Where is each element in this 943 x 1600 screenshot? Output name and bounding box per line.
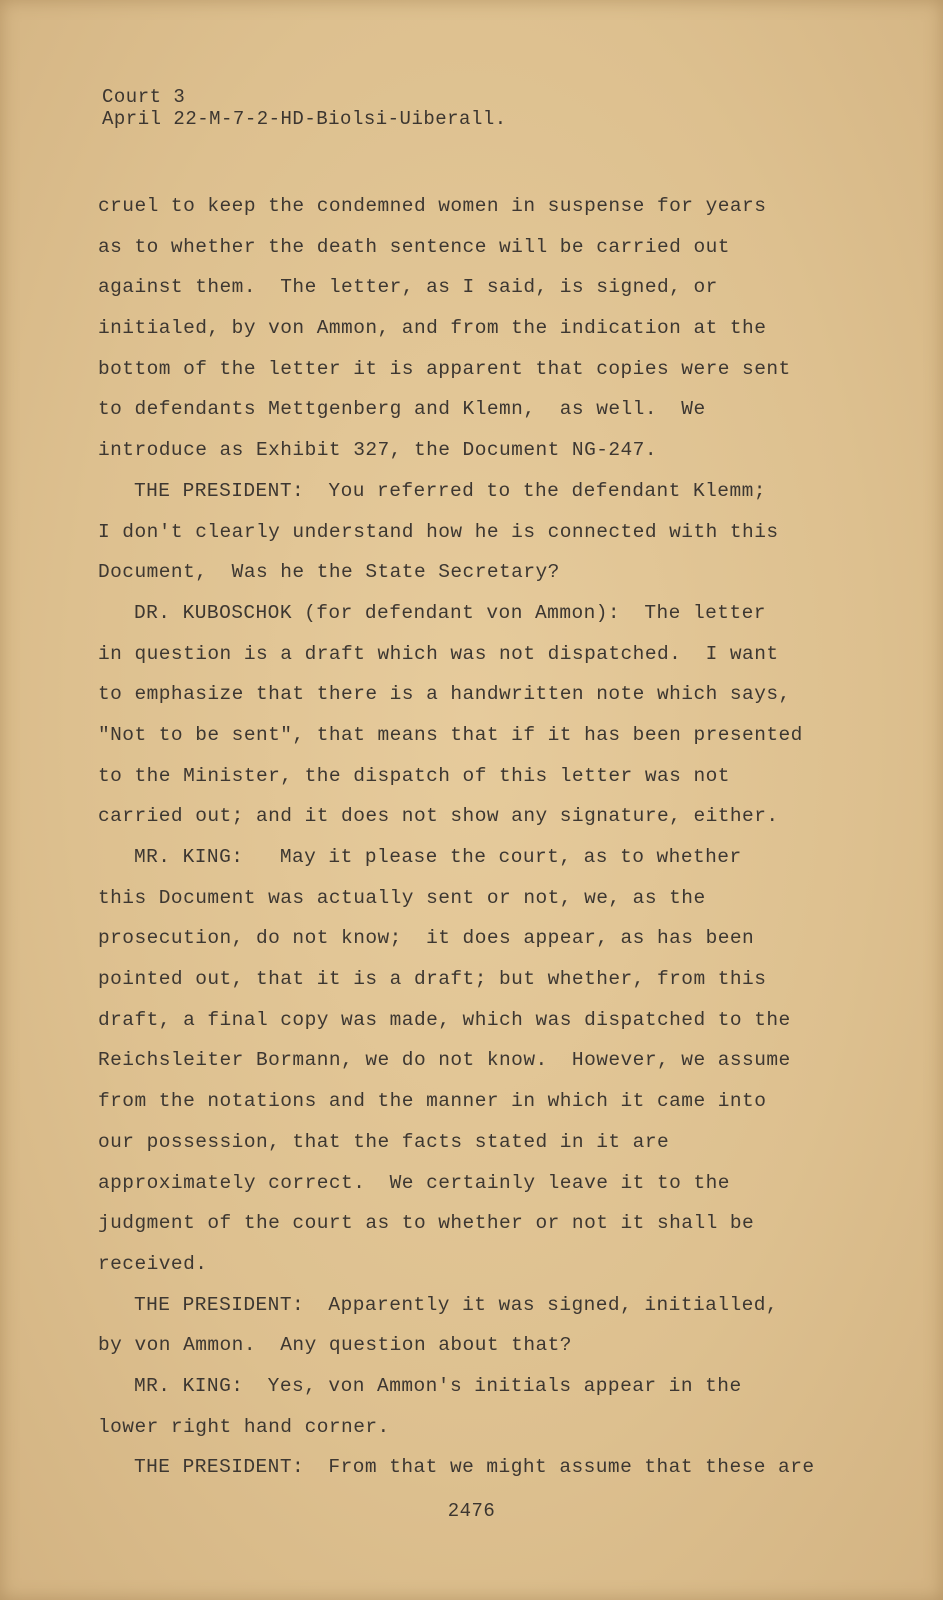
transcript-line: THE PRESIDENT: From that we might assume that these are [134, 1456, 815, 1479]
transcript-line: I don't clearly understand how he is connected with this [98, 520, 779, 543]
transcript-line: as to whether the death sentence will be carried out [98, 235, 730, 258]
transcript-line: our possession, that the facts stated in it are [98, 1130, 670, 1153]
transcript-line: Reichsleiter Bormann, we do not know. However, we assume [98, 1049, 791, 1072]
transcript-line: draft, a final copy was made, which was dispatched to the [98, 1008, 791, 1031]
document-header [102, 86, 507, 130]
transcript-line: THE PRESIDENT: Apparently it was signed, initialled, [134, 1293, 779, 1316]
transcript-line: introduce as Exhibit 327, the Document NG-247. [98, 439, 657, 462]
transcript-line: DR. KUBOSCHOK (for defendant von Ammon): The letter [134, 601, 766, 624]
transcript-line: bottom of the letter it is apparent that copies were sent [98, 357, 791, 380]
transcript-line: pointed out, that it is a draft; but whether, from this [98, 968, 767, 991]
transcript-line: THE PRESIDENT: You referred to the defendant Klemm; [134, 479, 766, 502]
transcript-line: by von Ammon. Any question about that? [98, 1334, 572, 1357]
transcript-line: carried out; and it does not show any signature, either. [98, 805, 779, 828]
transcript-line: prosecution, do not know; it does appear, as has been [98, 927, 755, 950]
page-number: 2476 [447, 1500, 496, 1522]
transcript-line: MR. KING: Yes, von Ammon's initials appear in the [134, 1374, 742, 1397]
transcript-line: from the notations and the manner in which it came into [98, 1090, 767, 1113]
transcript-line: to the Minister, the dispatch of this letter was not [98, 764, 730, 787]
transcript-line: MR. KING: May it please the court, as to whether [134, 846, 742, 868]
transcript-line: judgment of the court as to whether or not it shall be [98, 1212, 755, 1235]
transcript-line: cruel to keep the condemned women in suspense for years [98, 195, 767, 217]
transcript-line: "Not to be sent", that means that if it has been presented [98, 723, 803, 746]
transcript-line: initialed, by von Ammon, and from the indication at the [98, 317, 767, 340]
transcript-line: to emphasize that there is a handwritten note which says, [98, 683, 791, 706]
transcript-line: against them. The letter, as I said, is signed, or [98, 276, 718, 299]
transcript-line: to defendants Mettgenberg and Klemn, as well. We [98, 398, 706, 421]
transcript-line: in question is a draft which was not dispatched. I want [98, 642, 779, 665]
transcript-line: lower right hand corner. [98, 1415, 390, 1438]
transcript-body [98, 186, 858, 1488]
transcript-line: received. [98, 1252, 208, 1275]
transcript-line: this Document was actually sent or not, we, as the [98, 886, 706, 909]
header-court: Court 3 [102, 86, 186, 108]
transcript-line: approximately correct. We certainly leave it to the [98, 1171, 730, 1194]
header-session-id: April 22-M-7-2-HD-Biolsi-Uiberall. [102, 108, 507, 130]
transcript-line: Document, Was he the State Secretary? [98, 561, 560, 584]
